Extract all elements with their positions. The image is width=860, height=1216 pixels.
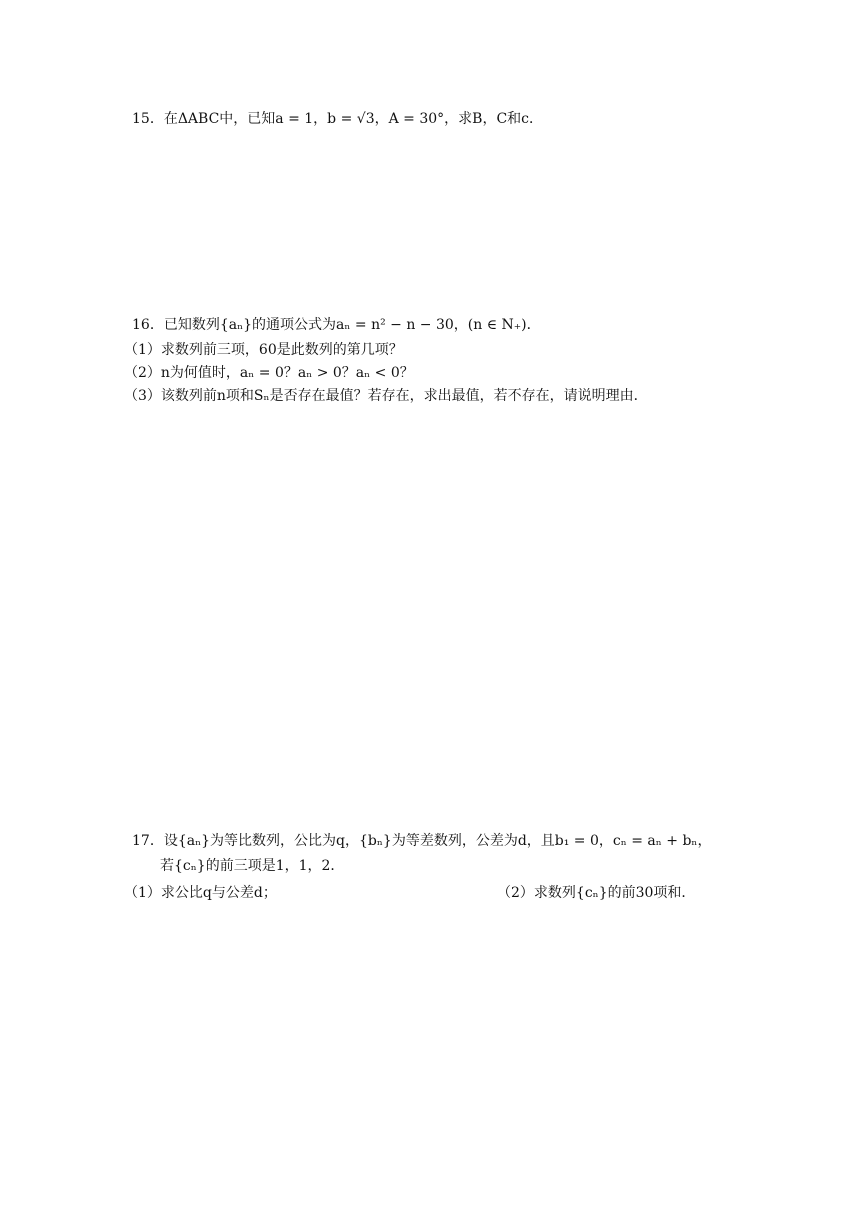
problem-16-part-3: （3）该数列前n项和Sₙ是否存在最值？若存在，求出最值，若不存在，请说明理由． bbox=[124, 388, 648, 404]
problem-16-stem: 16．已知数列{aₙ}的通项公式为aₙ = n² − n − 30，(n ∈ N₊)． bbox=[132, 317, 541, 333]
problem-17-part-2: （2）求数列{cₙ}的前30项和． bbox=[497, 885, 696, 901]
problem-16-part-1: （1）求数列前三项，60是此数列的第几项？ bbox=[124, 342, 403, 358]
problem-17-part-1: （1）求公比q与公差d； bbox=[124, 885, 277, 901]
problem-15-text: 15．在ΔABC中，已知a = 1，b = √3，A = 30°，求B，C和c． bbox=[132, 111, 543, 127]
problem-17-condition: 若{cₙ}的前三项是1，1，2． bbox=[160, 858, 345, 874]
problem-17-stem: 17．设{aₙ}为等比数列，公比为q，{bₙ}为等差数列，公差为d，且b₁ = 0，cₙ = aₙ + bₙ， bbox=[132, 833, 712, 849]
problem-16-part-2: （2）n为何值时，aₙ = 0？aₙ > 0？aₙ < 0？ bbox=[124, 365, 414, 381]
